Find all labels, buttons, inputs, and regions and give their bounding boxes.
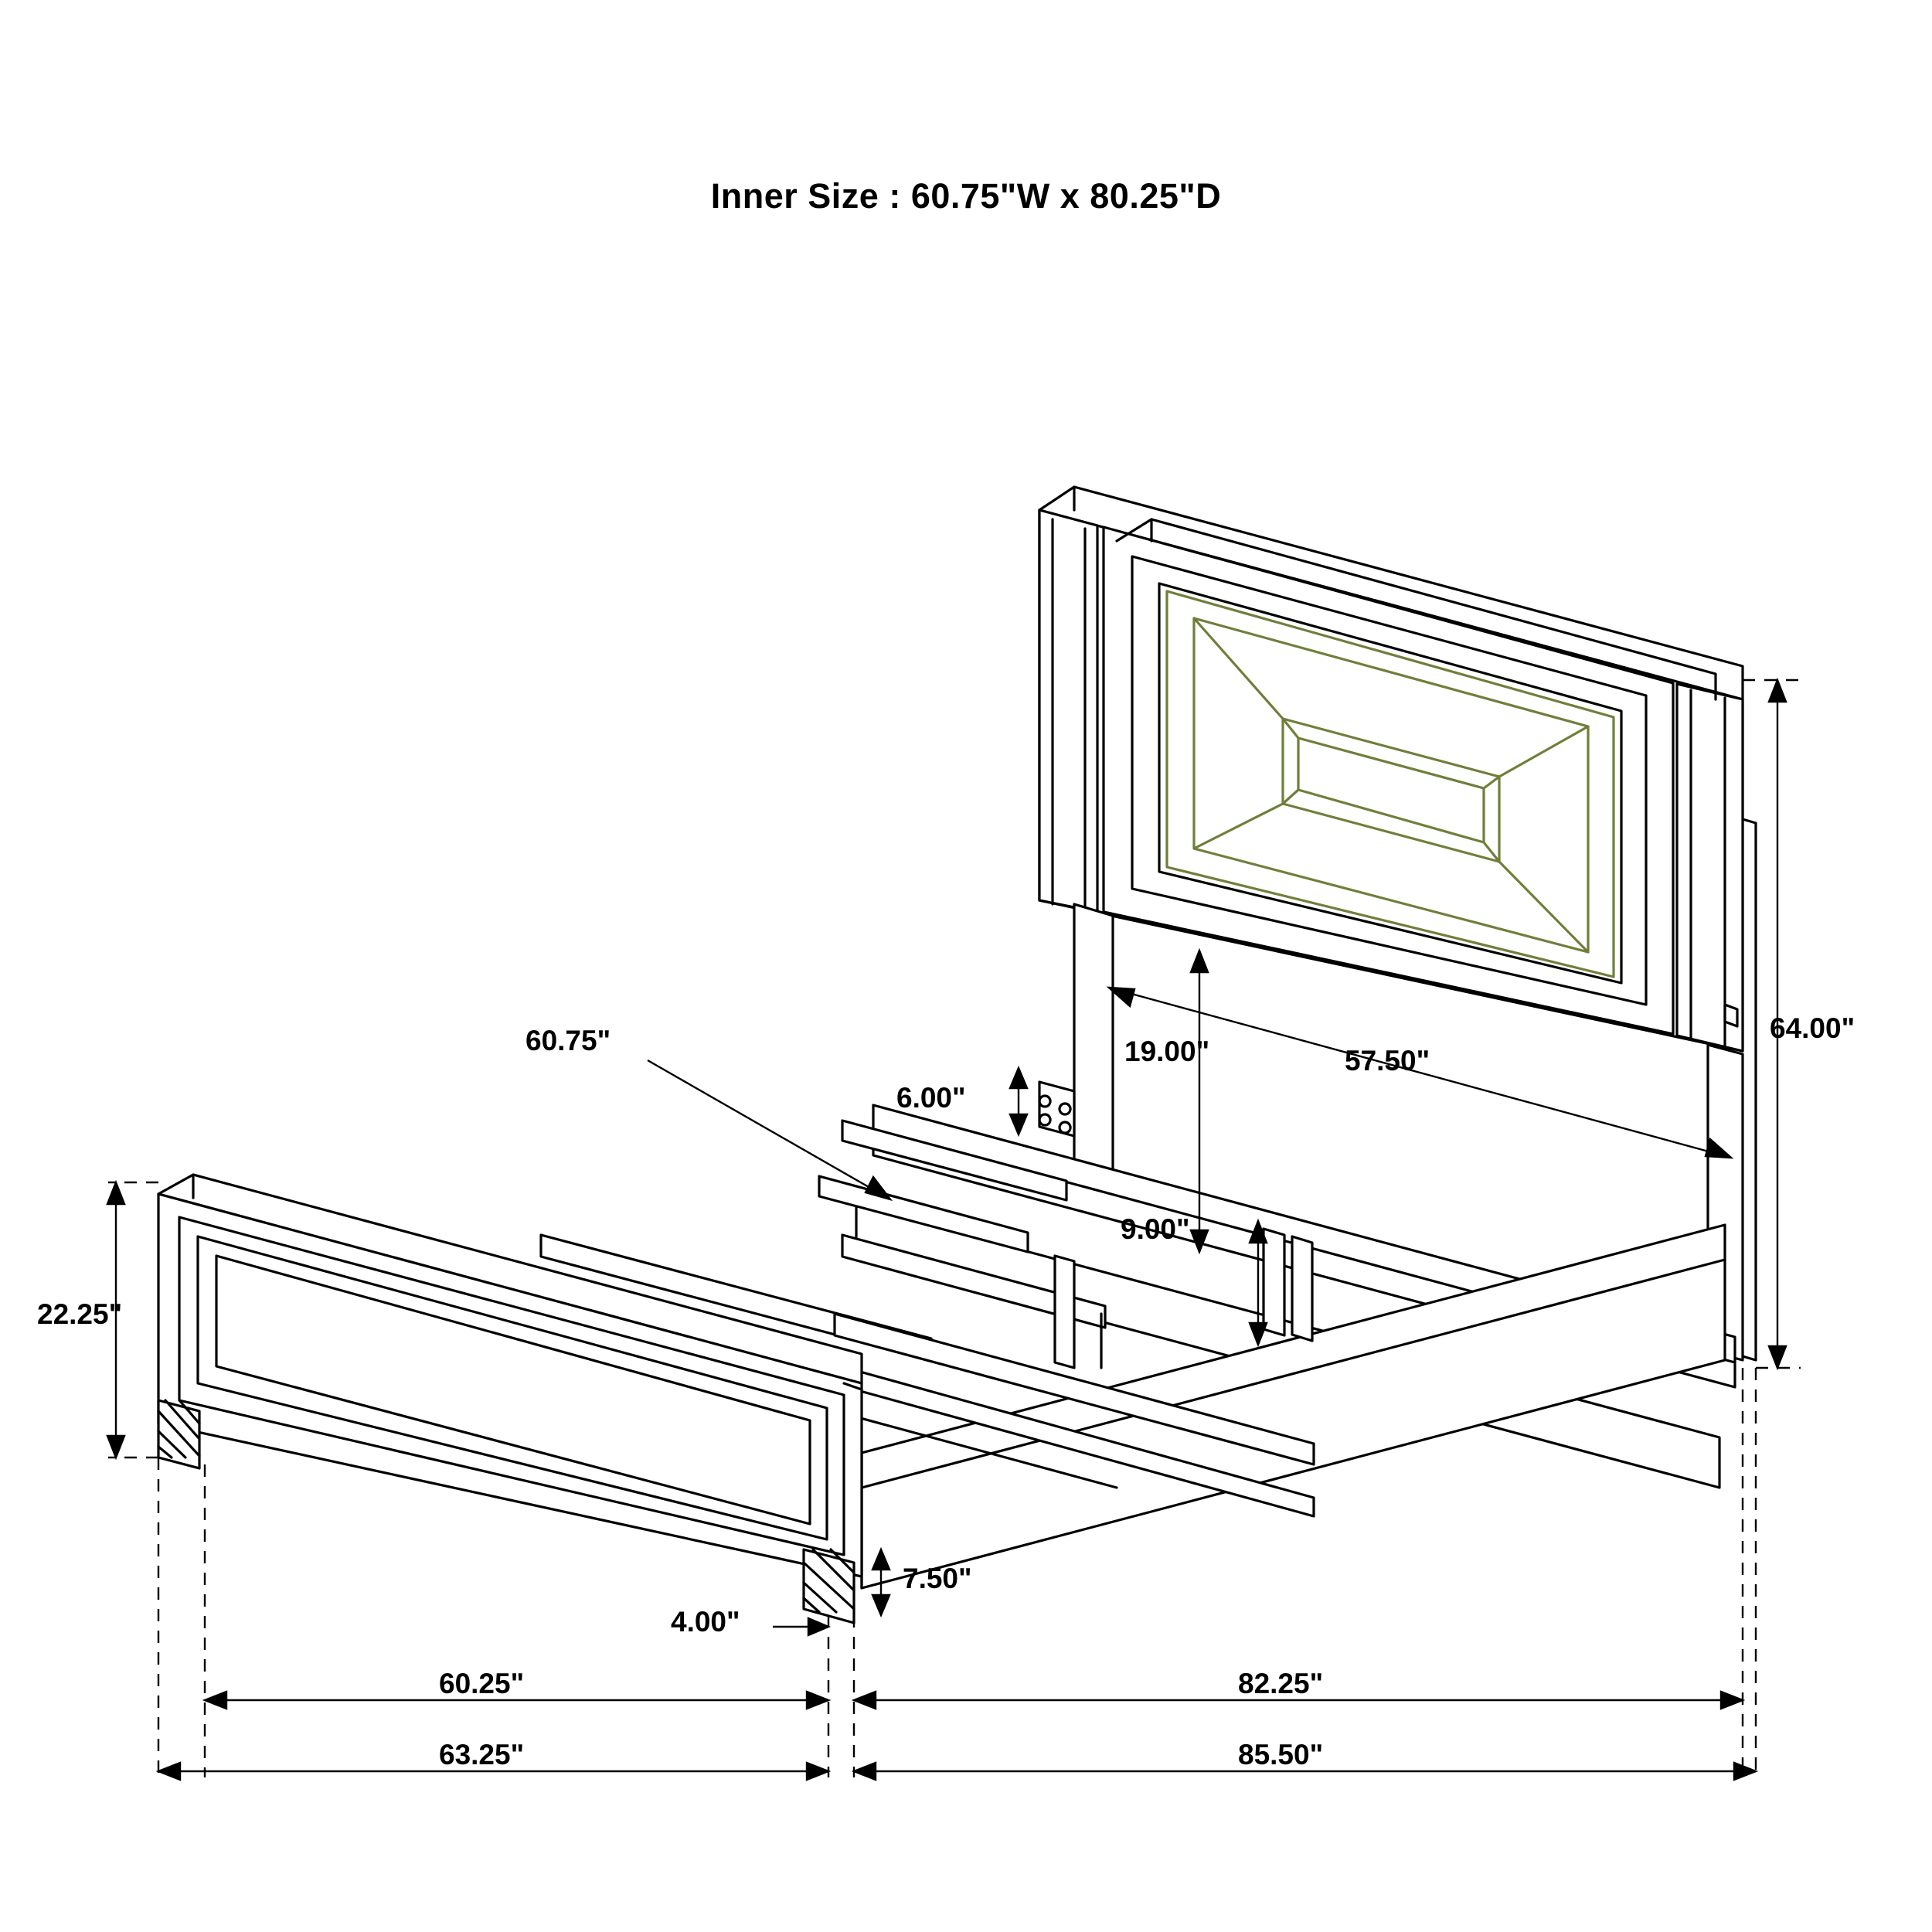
dimension-label-overall-width: 63.25" xyxy=(439,1739,525,1770)
dimension-label-inner-length: 82.25" xyxy=(1238,1668,1324,1699)
dimension-label-side-rail-to-floor: 9.00" xyxy=(1121,1213,1190,1245)
dimension-label-footboard-height: 22.25" xyxy=(37,1298,123,1330)
dimension-label-headboard-height: 64.00" xyxy=(1770,1012,1855,1044)
dimension-label-inner-width: 60.25" xyxy=(439,1668,525,1699)
dimension-label-rail-thickness: 6.00" xyxy=(896,1082,966,1114)
dimension-label-headboard-width: 57.50" xyxy=(1345,1045,1430,1077)
dimension-label-center-slat-width: 60.75" xyxy=(526,1025,611,1056)
dimension-label-headboard-panel-height: 19.00" xyxy=(1124,1036,1210,1067)
dimension-label-leg-width: 4.00" xyxy=(671,1606,740,1638)
dimension-label-overall-length: 85.50" xyxy=(1238,1739,1324,1770)
page-title: Inner Size : 60.75"W x 80.25"D xyxy=(710,176,1222,216)
dimension-label-foot-leg-height: 7.50" xyxy=(903,1563,972,1594)
